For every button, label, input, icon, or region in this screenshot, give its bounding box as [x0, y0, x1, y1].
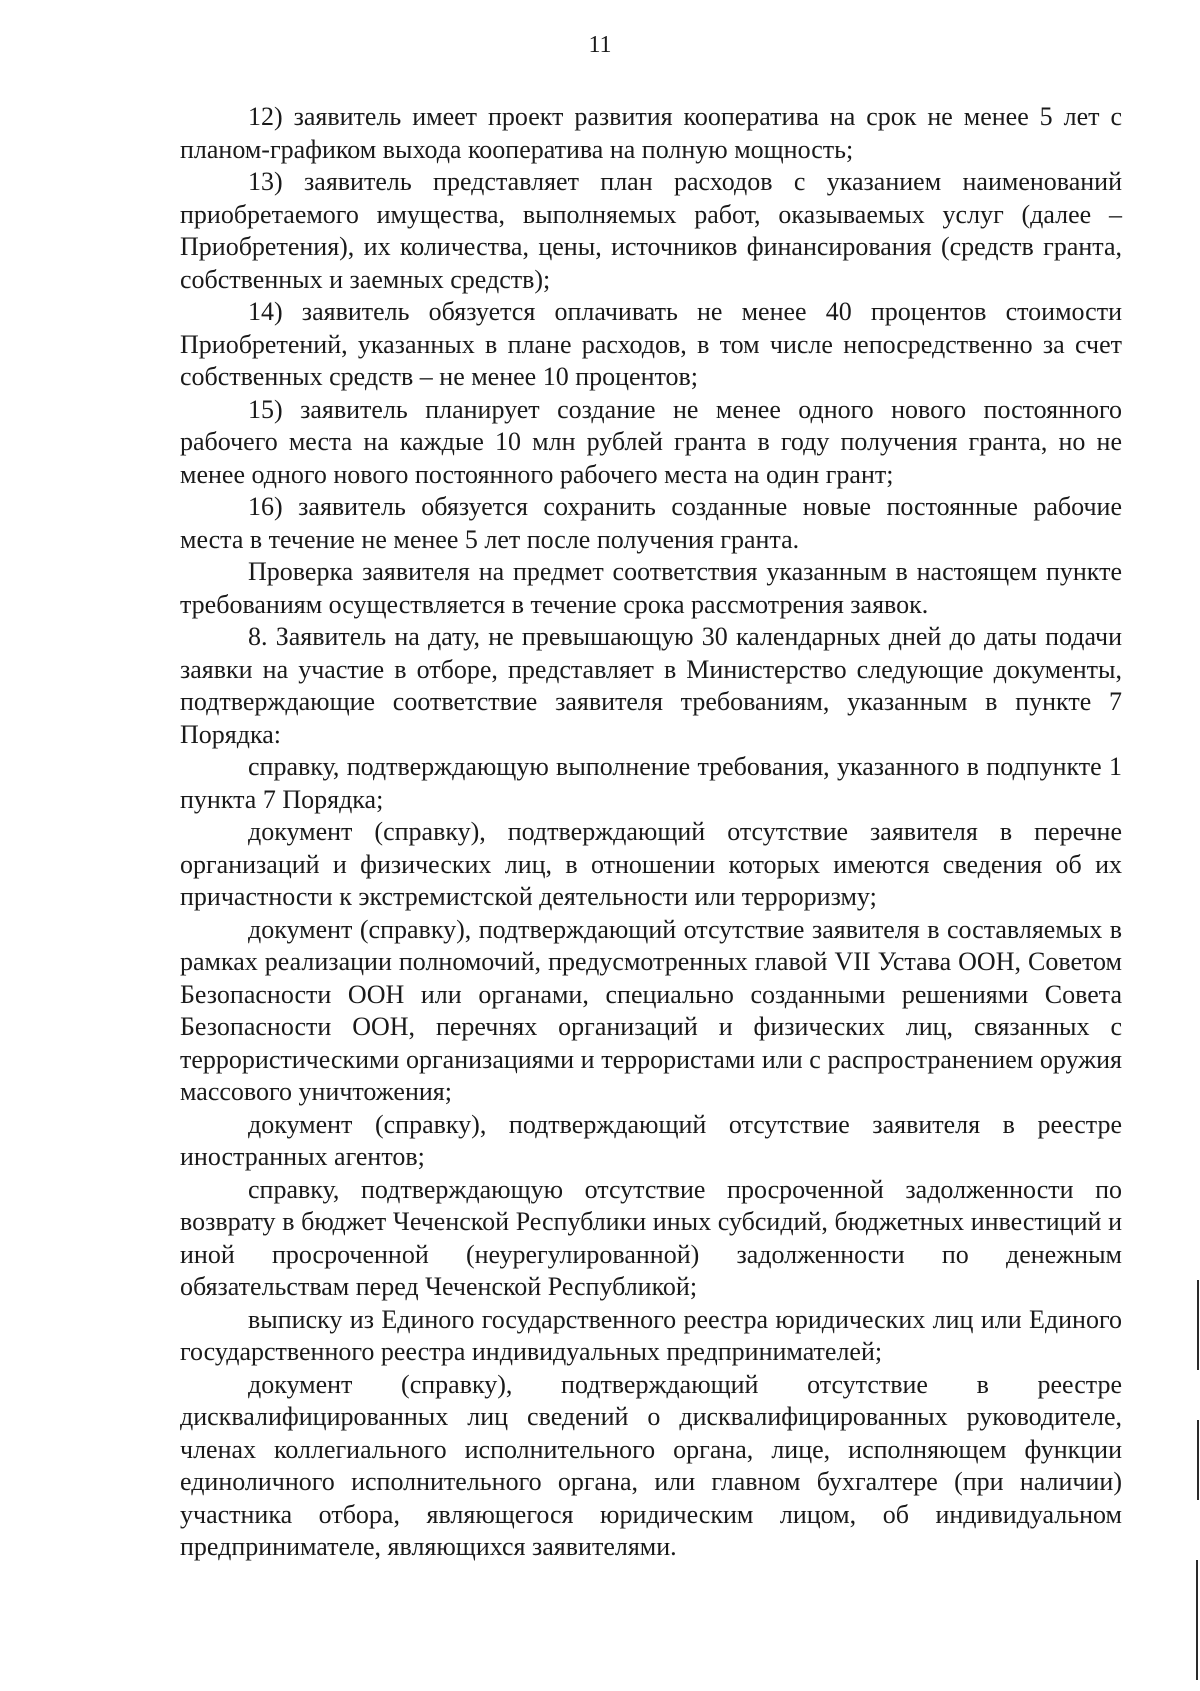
- scan-edge-mark: [1197, 1280, 1199, 1370]
- paragraph-doc-foreign-agents: документ (справку), подтверждающий отсутствие заявителя в реестре иностранных агентов;: [180, 1109, 1122, 1171]
- paragraph-doc-extremism: документ (справку), подтверждающий отсутствие заявителя в перечне организаций и физических лиц, в отношении которых имеются сведения об их причастности к экстремистской деятельности или терроризму;: [180, 817, 1122, 911]
- paragraph-item-15: 15) заявитель планирует создание не менее одного нового постоянного рабочего места на каждые 10 млн рублей гранта в году получения гранта, но не менее одного нового постоянного рабочего места на один грант;: [180, 394, 1122, 489]
- paragraph-verification: Проверка заявителя на предмет соответствия указанным в настоящем пункте требованиям осуществляется в течение срока рассмотрения заявок.: [180, 557, 1122, 619]
- paragraph-item-12: 12) заявитель имеет проект развития кооператива на срок не менее 5 лет с планом-графиком выхода кооператива на полную мощность;: [180, 102, 1122, 164]
- paragraph-clause-8: 8. Заявитель на дату, не превышающую 30 календарных дней до даты подачи заявки на участие в отборе, представляет в Министерство следующие документы, подтверждающие соответствие заявителя требованиям, указанным в пункте 7 Порядка:: [180, 622, 1122, 749]
- paragraph-doc-disqualified: документ (справку), подтверждающий отсутствие в реестре дисквалифицированных лиц сведений о дисквалифицированных руководителе, членах коллегиального исполнительного органа, лице, исполняющем функции единоличного исполнительного органа, или главном бухгалтере (при наличии) участника отбора, являющегося юридическим лицом, об индивидуальном предпринимателе, являющихся заявителями.: [180, 1369, 1122, 1561]
- paragraph-doc-debt: справку, подтверждающую отсутствие просроченной задолженности по возврату в бюджет Чеченской Республики иных субсидий, бюджетных инвестиций и иной просроченной (неурегулированной) задолженности по денежным обязательствам перед Чеченской Республикой;: [180, 1174, 1122, 1301]
- page-number: 11: [588, 32, 612, 58]
- paragraph-doc-registry-extract: выписку из Единого государственного реестра юридических лиц или Единого государственного реестра индивидуальных предпринимателей;: [180, 1304, 1122, 1366]
- scan-edge-mark: [1197, 1420, 1199, 1500]
- paragraph-item-16: 16) заявитель обязуется сохранить созданные новые постоянные рабочие места в течение не менее 5 лет после получения гранта.: [180, 492, 1122, 554]
- paragraph-doc-requirement-1: справку, подтверждающую выполнение требования, указанного в подпункте 1 пункта 7 Порядка;: [180, 752, 1122, 814]
- paragraph-item-14: 14) заявитель обязуется оплачивать не менее 40 процентов стоимости Приобретений, указанных в плане расходов, в том числе непосредственно за счет собственных средств – не менее 10 процентов;: [180, 297, 1122, 391]
- paragraph-doc-un-lists: документ (справку), подтверждающий отсутствие заявителя в составляемых в рамках реализации полномочий, предусмотренных главой VII Устава ООН, Советом Безопасности ООН или органами, специально созданными решениями Совета Безопасности ООН, перечнях организаций и физических лиц, связанных с террористическими организациями и террористами или с распространением оружия массового уничтожения;: [180, 914, 1122, 1106]
- scan-edge-mark: [1196, 1560, 1198, 1680]
- paragraph-item-13: 13) заявитель представляет план расходов с указанием наименований приобретаемого имущества, выполняемых работ, оказываемых услуг (далее – Приобретения), их количества, цены, источников финансирования (средств гранта, собственных и заемных средств);: [180, 167, 1122, 294]
- document-body: [180, 101, 1122, 1564]
